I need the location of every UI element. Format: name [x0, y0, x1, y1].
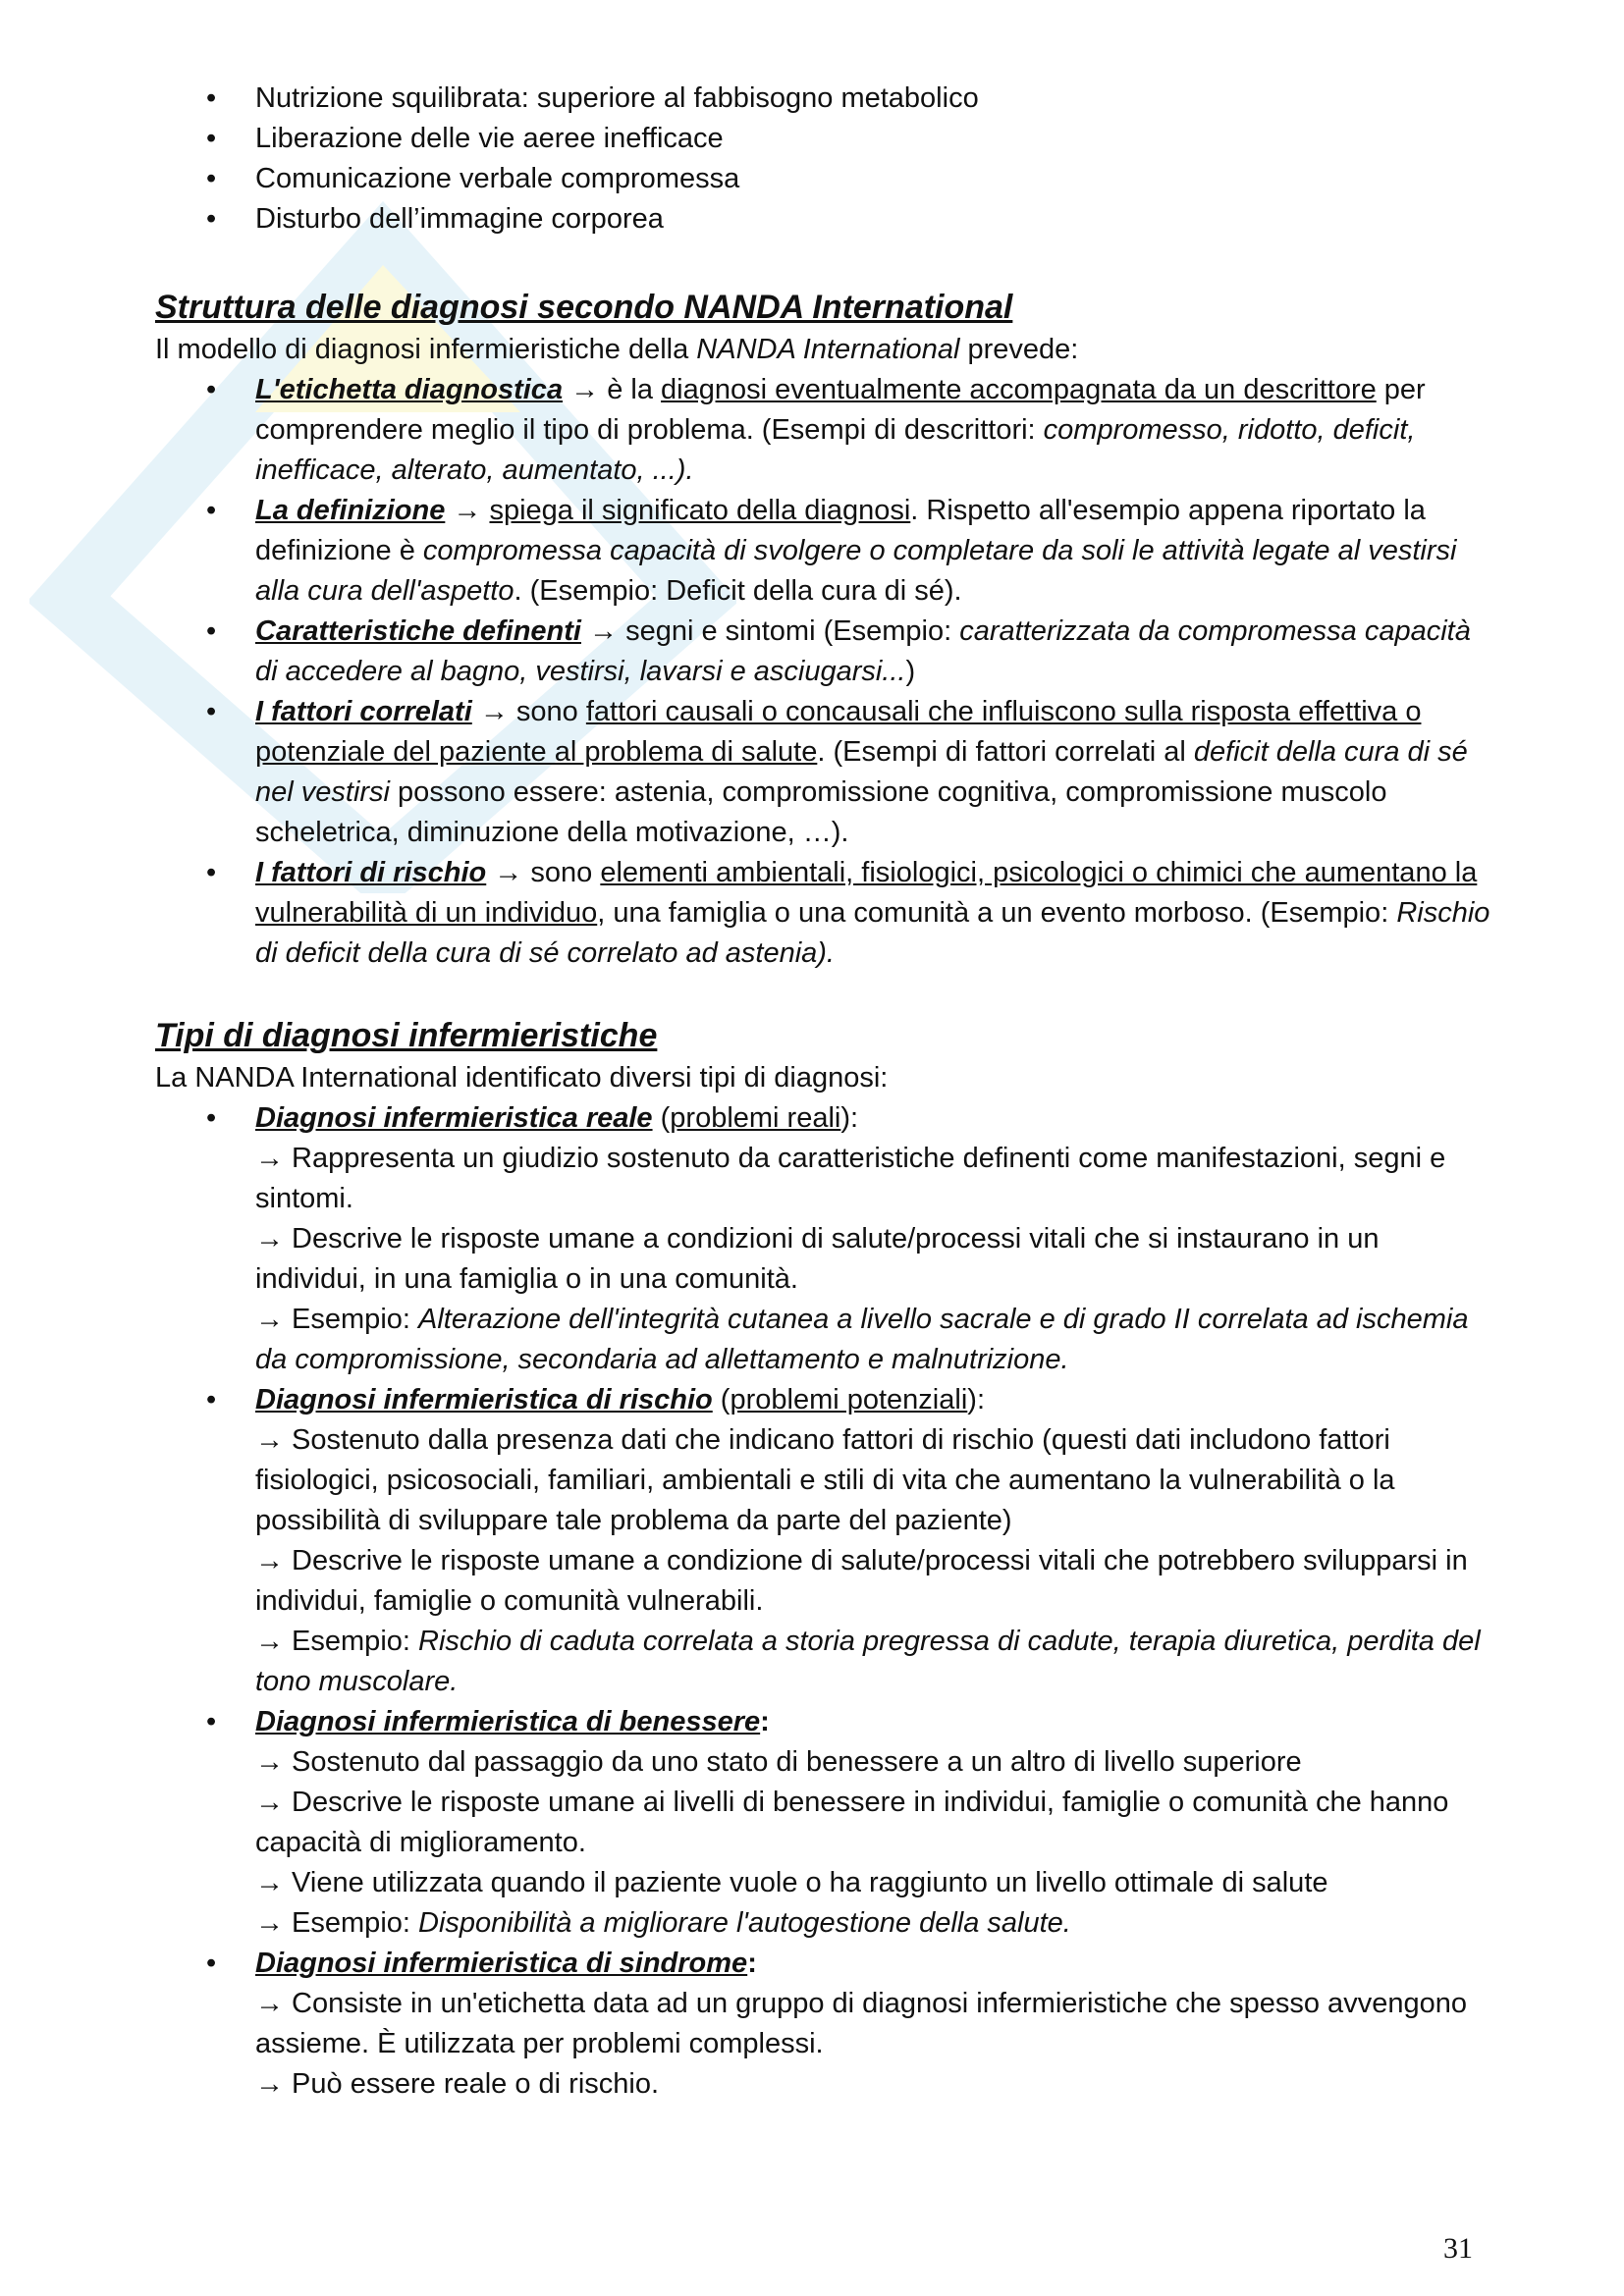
arrow-line — [255, 1622, 1490, 1702]
punct: : — [760, 1706, 770, 1737]
text-span: → Esempio: — [255, 1626, 418, 1657]
text-span: → Descrive le risposte umane a condizioni di salute/processi vitali che si instaurano in un individui, in una famiglia o in una comunità. — [255, 1223, 1380, 1295]
item-heading — [255, 1706, 770, 1737]
list-item: • Comunicazione verbale compromessa — [155, 159, 1490, 199]
text-span: → Descrive le risposte umane ai livelli di benessere in individui, famiglie o comunità che hanno capacità di miglioramento. — [255, 1787, 1449, 1858]
item-heading: Diagnosi infermieristica di rischio (problemi potenziali): — [255, 1384, 986, 1415]
list-item — [155, 853, 1490, 974]
italic-text: Rischio di deficit della cura di sé correlato ad astenia). — [255, 897, 1490, 969]
section-intro: Il modello di diagnosi infermieristiche della NANDA International prevede: — [155, 334, 1079, 365]
arrow-line — [255, 1420, 1490, 1541]
text-span: → Rappresenta un giudizio sostenuto da caratteristiche definenti come manifestazioni, segni e sintomi. — [255, 1143, 1446, 1214]
italic-text: compromesso, ridotto, deficit, inefficace, alterato, aumentato, ...). — [255, 414, 1416, 486]
punct: : — [850, 1102, 859, 1134]
text-span: → Esempio: — [255, 1907, 418, 1939]
text-span: . Rispetto all'esempio appena riportato la definizione è — [255, 495, 1426, 566]
underlined-text: fattori causali o concausali che influiscono sulla risposta effettiva o potenziale del paziente al problema di salute — [255, 696, 1422, 768]
page-number: 31 — [1443, 2232, 1473, 2265]
underlined-text: spiega il significato della diagnosi — [489, 495, 911, 526]
term-label: L'etichetta diagnostica — [255, 374, 564, 405]
structure-list — [155, 370, 1490, 974]
list-item: • Nutrizione squilibrata: superiore al fabbisogno metabolico — [155, 79, 1490, 119]
punct: : — [976, 1384, 986, 1415]
text-span: possono essere: astenia, compromissione cognitiva, compromissione muscolo scheletrica, diminuzione della motivazione, …). — [255, 776, 1387, 848]
list-item: • Liberazione delle vie aeree inefficace — [155, 119, 1490, 159]
list-item — [155, 1380, 1490, 1702]
italic-text: compromessa capacità di svolgere o completare da soli le attività legate al vestirsi alla cura dell'aspetto — [255, 535, 1457, 607]
arrow-line — [255, 1783, 1490, 1863]
italic-text: caratterizzata da compromessa capacità di accedere al bagno, vestirsi, lavarsi e asciugarsi... — [255, 615, 1471, 687]
list-item — [155, 612, 1490, 692]
arrow-line — [255, 1139, 1490, 1219]
arrow-line — [255, 1219, 1490, 1300]
text-span: → Viene utilizzata quando il paziente vuole o ha raggiunto un livello ottimale di salute — [255, 1867, 1328, 1898]
term-label: La definizione — [255, 495, 446, 526]
arrow-glyph: → — [580, 615, 626, 647]
term-label: Diagnosi infermieristica di sindrome — [255, 1948, 748, 1979]
italic-text: deficit della cura di sé nel vestirsi — [255, 736, 1468, 808]
underlined-text: problemi reali — [670, 1102, 841, 1134]
item-heading: Diagnosi infermieristica reale (problemi reali): — [255, 1102, 859, 1134]
section-heading-tipi: Tipi di diagnosi infermieristiche — [155, 1017, 658, 1054]
text-span: → Consiste in un'etichetta data ad un gruppo di diagnosi infermieristiche che spesso avvengono assieme. È utilizzata per problemi complessi. — [255, 1988, 1467, 2059]
text-span: sono — [515, 696, 586, 727]
term-label: Diagnosi infermieristica reale — [255, 1102, 653, 1134]
text-span: → Può essere reale o di rischio. — [255, 2068, 660, 2100]
arrow-glyph: → — [563, 374, 608, 405]
text-span: . (Esempi di fattori correlati al — [817, 736, 1194, 768]
text-span: ) — [905, 656, 916, 687]
text-span: segni e sintomi (Esempio: — [625, 615, 960, 647]
italic-text: Rischio di caduta correlata a storia pregressa di cadute, terapia diuretica, perdita del tono muscolare. — [255, 1626, 1481, 1697]
arrow-line — [255, 1742, 1490, 1783]
list-item — [155, 692, 1490, 853]
types-list — [155, 1098, 1490, 2105]
list-item — [155, 491, 1490, 612]
underlined-text: problemi potenziali — [730, 1384, 968, 1415]
term-label: Caratteristiche definenti — [255, 615, 581, 647]
arrow-glyph: → — [445, 495, 490, 526]
arrow-line — [255, 1541, 1490, 1622]
list-item — [155, 370, 1490, 491]
term-label: I fattori di rischio — [255, 857, 487, 888]
text-span: per comprendere meglio il tipo di problema. (Esempi di descrittori: — [255, 374, 1426, 446]
item-heading — [255, 1948, 757, 1979]
arrow-glyph: → — [471, 696, 516, 727]
list-item — [155, 1702, 1490, 1944]
arrow-line — [255, 1984, 1490, 2064]
arrow-line — [255, 1903, 1490, 1944]
list-item — [155, 1944, 1490, 2105]
text-span: sono — [530, 857, 601, 888]
term-label: Diagnosi infermieristica di rischio — [255, 1384, 713, 1415]
section-intro: La NANDA International identificato diversi tipi di diagnosi: — [155, 1062, 889, 1094]
term-label: I fattori correlati — [255, 696, 472, 727]
punct: : — [747, 1948, 757, 1979]
text-span: → Sostenuto dal passaggio da uno stato di benessere a un altro di livello superiore — [255, 1746, 1302, 1778]
text-span: → Descrive le risposte umane a condizione di salute/processi vitali che potrebbero svilupparsi in individui, famiglie o comunità vulnerabili. — [255, 1545, 1468, 1617]
arrow-line — [255, 1300, 1490, 1380]
top-bullet-list — [155, 79, 1490, 240]
text-span: → Sostenuto dalla presenza dati che indicano fattori di rischio (questi dati includono fattori fisiologici, psicosociali, familiari, ambientali e stili di vita che aumentano la vulnerabilità o la possibilità di sviluppare tale problema da parte del paziente) — [255, 1424, 1395, 1536]
text-span: , una famiglia o una comunità a un evento morboso. (Esempio: — [597, 897, 1397, 929]
text-span: → Esempio: — [255, 1304, 418, 1335]
text-span: . (Esempio: Deficit della cura di sé). — [514, 575, 962, 607]
arrow-glyph: → — [486, 857, 531, 888]
text-span: è la — [607, 374, 662, 405]
underlined-text: elementi ambientali, fisiologici, psicologici o chimici che aumentano la vulnerabilità di un individuo — [255, 857, 1478, 929]
list-item: • Disturbo dell’immagine corporea — [155, 199, 1490, 240]
list-item — [155, 1098, 1490, 1380]
italic-text: Disponibilità a migliorare l'autogestione della salute. — [418, 1907, 1071, 1939]
underlined-text: diagnosi eventualmente accompagnata da un descrittore — [661, 374, 1377, 405]
arrow-line — [255, 1863, 1490, 1903]
term-label: Diagnosi infermieristica di benessere — [255, 1706, 761, 1737]
section-heading-struttura: Struttura delle diagnosi secondo NANDA International — [155, 289, 1013, 326]
arrow-line — [255, 2064, 1490, 2105]
italic-text: Alterazione dell'integrità cutanea a livello sacrale e di grado II correlata ad ischemia da compromissione, secondaria ad allettamento e malnutrizione. — [255, 1304, 1469, 1375]
document-page — [155, 79, 1490, 2105]
